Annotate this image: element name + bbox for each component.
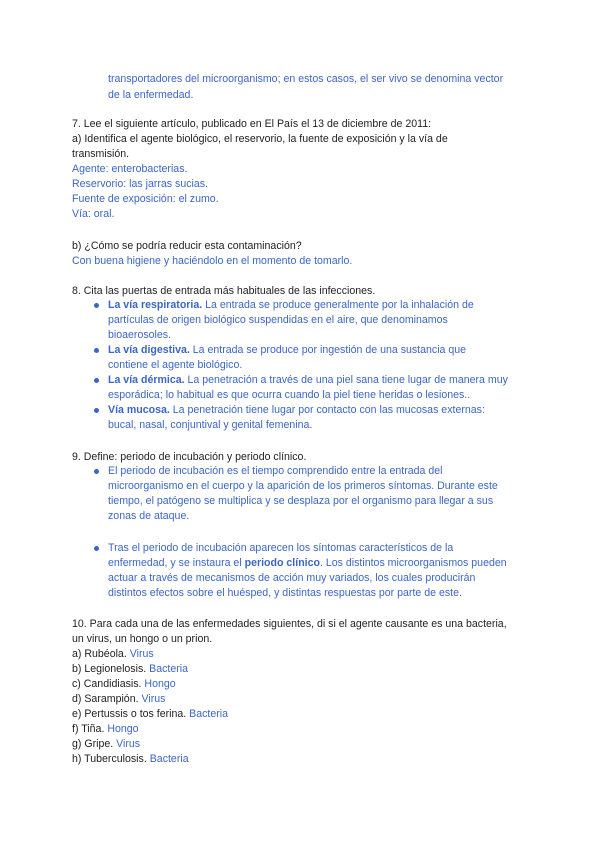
item-text: distintos efectos sobre el huésped, y distintas respuestas por parte de este. <box>108 587 462 599</box>
disease-name: c) Candidiasis. <box>72 678 145 690</box>
list-item <box>72 722 532 737</box>
disease-name: g) Gripe. <box>72 738 117 750</box>
item-text: La penetración a través de una piel sana tiene lugar de manera muy <box>184 374 508 386</box>
item-text: zonas de ataque. <box>108 510 190 522</box>
bullet-icon <box>94 408 99 413</box>
list-item <box>92 373 532 403</box>
intro-line: de la enfermedad. <box>108 89 194 101</box>
question-part-b: b) ¿Cómo se podría reducir esta contaminación? <box>72 240 302 252</box>
question-title: 7. Lee el siguiente artículo, publicado en El País el 13 de diciembre de 2011: <box>72 118 432 130</box>
answer-line: Vía: oral. <box>72 208 115 220</box>
bullet-icon <box>94 469 99 474</box>
item-text: enfermedad, y se instaura el <box>108 557 245 569</box>
item-text: partículas de origen biológico suspendidas en el aire, que denominamos <box>108 314 448 326</box>
bullet-icon <box>94 348 99 353</box>
question-7 <box>72 117 532 222</box>
item-text: Tras el periodo de incubación aparecen los síntomas característicos de la <box>108 542 454 554</box>
item-text: El periodo de incubación es el tiempo comprendido entre la entrada del <box>108 465 443 477</box>
item-text: microorganismo en el cuerpo y la aparición de los primeros síntomas. Durante este <box>108 480 498 492</box>
answer-text: Virus <box>129 648 154 660</box>
item-text: La penetración tiene lugar por contacto con las mucosas externas: <box>169 404 485 416</box>
list-item <box>72 752 532 767</box>
list-item <box>92 464 532 524</box>
question-10 <box>72 617 532 767</box>
question-title: 10. Para cada una de las enfermedades siguientes, di si el agente causante es una bacteria, <box>72 618 507 630</box>
item-text: contiene el agente biológico. <box>108 359 243 371</box>
bullet-icon <box>94 546 99 551</box>
list-item <box>92 343 532 373</box>
question-part-a: transmisión. <box>72 148 130 160</box>
question-9-list <box>92 464 532 524</box>
intro-continuation <box>108 72 568 103</box>
item-heading: La vía respiratoria. <box>108 299 203 311</box>
question-8-title: 8. Cita las puertas de entrada más habituales de las infecciones. <box>72 285 376 297</box>
question-9-list-2 <box>92 541 532 601</box>
list-item <box>72 677 532 692</box>
list-item <box>72 647 532 662</box>
list-item <box>72 662 532 677</box>
answer-text: Hongo <box>144 678 176 690</box>
list-item <box>72 737 532 752</box>
item-heading: La vía dérmica. <box>108 374 185 386</box>
disease-name: f) Tiña. <box>72 723 108 735</box>
answer-line: Fuente de exposición: el zumo. <box>72 193 219 205</box>
list-item <box>72 692 532 707</box>
list-item <box>92 541 532 601</box>
bullet-icon <box>94 303 99 308</box>
item-text: actuar a través de mecanismos de acción muy variados, los cuales producirán <box>108 572 476 584</box>
item-text: esporádica; lo habitual es que ocurra cuando la piel tiene heridas o lesiones.. <box>108 389 471 401</box>
item-text: tiempo, el patógeno se multiplica y se desplaza por el organismo para llegar a sus <box>108 495 494 507</box>
item-heading: periodo clínico <box>244 557 320 569</box>
item-text: bioaerosoles. <box>108 329 172 341</box>
answer-text: Bacteria <box>149 663 189 675</box>
list-item <box>92 403 532 433</box>
answer-text: Virus <box>141 693 166 705</box>
disease-name: e) Pertussis o tos ferina. <box>72 708 190 720</box>
question-7b <box>72 239 532 269</box>
question-part-a: a) Identifica el agente biológico, el reservorio, la fuente de exposición y la vía de <box>72 133 448 145</box>
item-heading: La vía digestiva. <box>108 344 190 356</box>
item-text: La entrada se produce por ingestión de una sustancia que <box>189 344 467 356</box>
answer-line: Reservorio: las jarras sucias. <box>72 178 208 190</box>
item-text: bucal, nasal, conjuntival y genital femenina. <box>108 419 313 431</box>
disease-name: b) Legionelosis. <box>72 663 150 675</box>
bullet-icon <box>94 378 99 383</box>
question-title: un virus, un hongo o un prion. <box>72 633 213 645</box>
disease-name: d) Sarampión. <box>72 693 142 705</box>
question-8-list <box>92 298 532 433</box>
item-text: . Los distintos microorganismos pueden <box>319 557 507 569</box>
answer-line: Con buena higiene y haciéndolo en el momento de tomarlo. <box>72 255 353 267</box>
answer-line: Agente: enterobacterias. <box>72 163 188 175</box>
item-heading: Vía mucosa. <box>108 404 170 416</box>
disease-name: h) Tuberculosis. <box>72 753 150 765</box>
answer-text: Bacteria <box>189 708 229 720</box>
list-item <box>92 298 532 343</box>
disease-name: a) Rubéola. <box>72 648 130 660</box>
answer-text: Hongo <box>107 723 139 735</box>
item-text: La entrada se produce generalmente por la inhalación de <box>202 299 474 311</box>
answer-text: Virus <box>116 738 141 750</box>
intro-line: transportadores del microorganismo; en estos casos, el ser vivo se denomina vector <box>108 73 504 85</box>
list-item <box>72 707 532 722</box>
question-9-title: 9. Define: periodo de incubación y periodo clínico. <box>72 451 307 463</box>
answer-text: Bacteria <box>149 753 189 765</box>
